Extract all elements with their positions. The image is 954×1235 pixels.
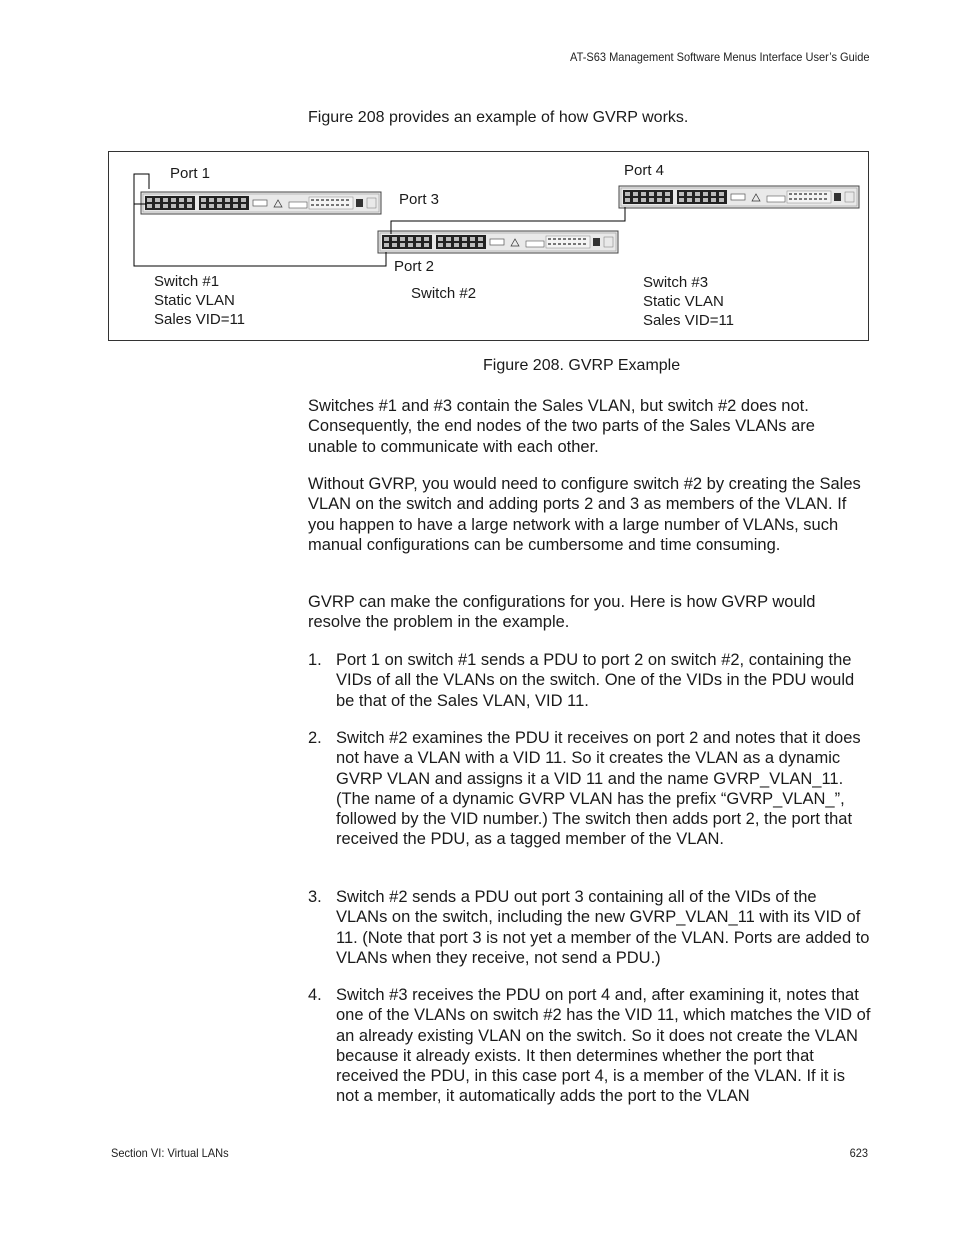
switch-2-device: [378, 231, 618, 253]
switch3-vid: Sales VID=11: [643, 312, 735, 329]
list-text: Switch #2 examines the PDU it receives on port 2 and notes that it does not have a VLAN with a VID 11. So it creates the VLAN as a dynamic GVRP VLAN and assigns it a VID 11 and the name GVRP_VLAN_11. (The name of a dynamic GVRP VLAN has the prefix “GVRP_VLAN_”, followed by the VID number.) The switch then adds port 2, the port that received the PDU, as a tagged member of the VLAN.: [336, 729, 861, 849]
switch3-name: Switch #3: [643, 274, 709, 291]
paragraph-3-text: GVRP can make the configurations for you. Here is how GVRP would resolve the problem in the example.: [308, 593, 816, 632]
list-number: 1.: [308, 651, 322, 669]
paragraph-3: [308, 592, 868, 633]
switch3-vlan-type: Static VLAN: [643, 293, 724, 310]
paragraph-2: [308, 474, 868, 555]
list-text: Switch #3 receives the PDU on port 4 and, after examining it, notes that one of the VLANs on switch #2 has the VID 11, which matches the VID of an already existing VLAN on the switch. So it does not create the VLAN because it already exists. It then determines whether the port that received the PDU, in this case port 4, is a member of the VLAN. If it is not a member, it automatically adds the port to the VLAN: [336, 986, 871, 1106]
port4-label: Port 4: [624, 162, 665, 179]
footer-section: Section VI: Virtual LANs: [111, 1146, 229, 1160]
link-port3-port4: [391, 207, 625, 234]
port1-label: Port 1: [170, 165, 211, 182]
paragraph-2-text: Without GVRP, you would need to configure switch #2 by creating the Sales VLAN on the switch and adding ports 2 and 3 as members of the VLAN. If you happen to have a large network with a large number of VLANs, such manual configurations can be cumbersome and time consuming.: [308, 475, 861, 554]
list-number: 2.: [308, 729, 322, 747]
footer-page-number: 623: [849, 1146, 868, 1160]
list-text: Switch #2 sends a PDU out port 3 containing all of the VIDs of the VLANs on the switch, including the new GVRP_VLAN_11 with its VID of 11. (Note that port 3 is not yet a member of the VLAN. Ports are added to VLANs when they receive, not send a PDU.): [336, 888, 870, 967]
switch1-vlan-type: Static VLAN: [154, 292, 235, 309]
list-text: Port 1 on switch #1 sends a PDU to port 2 on switch #2, containing the VIDs of all the VLANs on the switch. One of the VIDs in the PDU would be that of the Sales VLAN, VID 11.: [336, 651, 855, 710]
switch1-name: Switch #1: [154, 273, 220, 290]
switch-1-device: [141, 192, 381, 214]
figure-caption: Figure 208. GVRP Example: [483, 357, 681, 374]
list-number: 4.: [308, 986, 322, 1004]
intro-sentence: Figure 208 provides an example of how GVRP works.: [308, 109, 689, 126]
switch-3-device: [619, 186, 859, 208]
paragraph-1-text: Switches #1 and #3 contain the Sales VLAN, but switch #2 does not. Consequently, the end nodes of the two parts of the Sales VLANs are unable to communicate with each other.: [308, 397, 815, 456]
switch1-label: [154, 272, 245, 329]
paragraph-1: [308, 396, 868, 457]
switch1-vid: Sales VID=11: [154, 311, 246, 328]
running-header: AT-S63 Management Software Menus Interface User’s Guide: [569, 50, 869, 64]
switch3-label: [643, 273, 734, 330]
list-number: 3.: [308, 888, 322, 906]
gvrp-figure: [108, 151, 869, 341]
switch2-label: Switch #2: [411, 285, 477, 302]
port3-label: Port 3: [399, 191, 440, 208]
port2-label: Port 2: [394, 258, 435, 275]
